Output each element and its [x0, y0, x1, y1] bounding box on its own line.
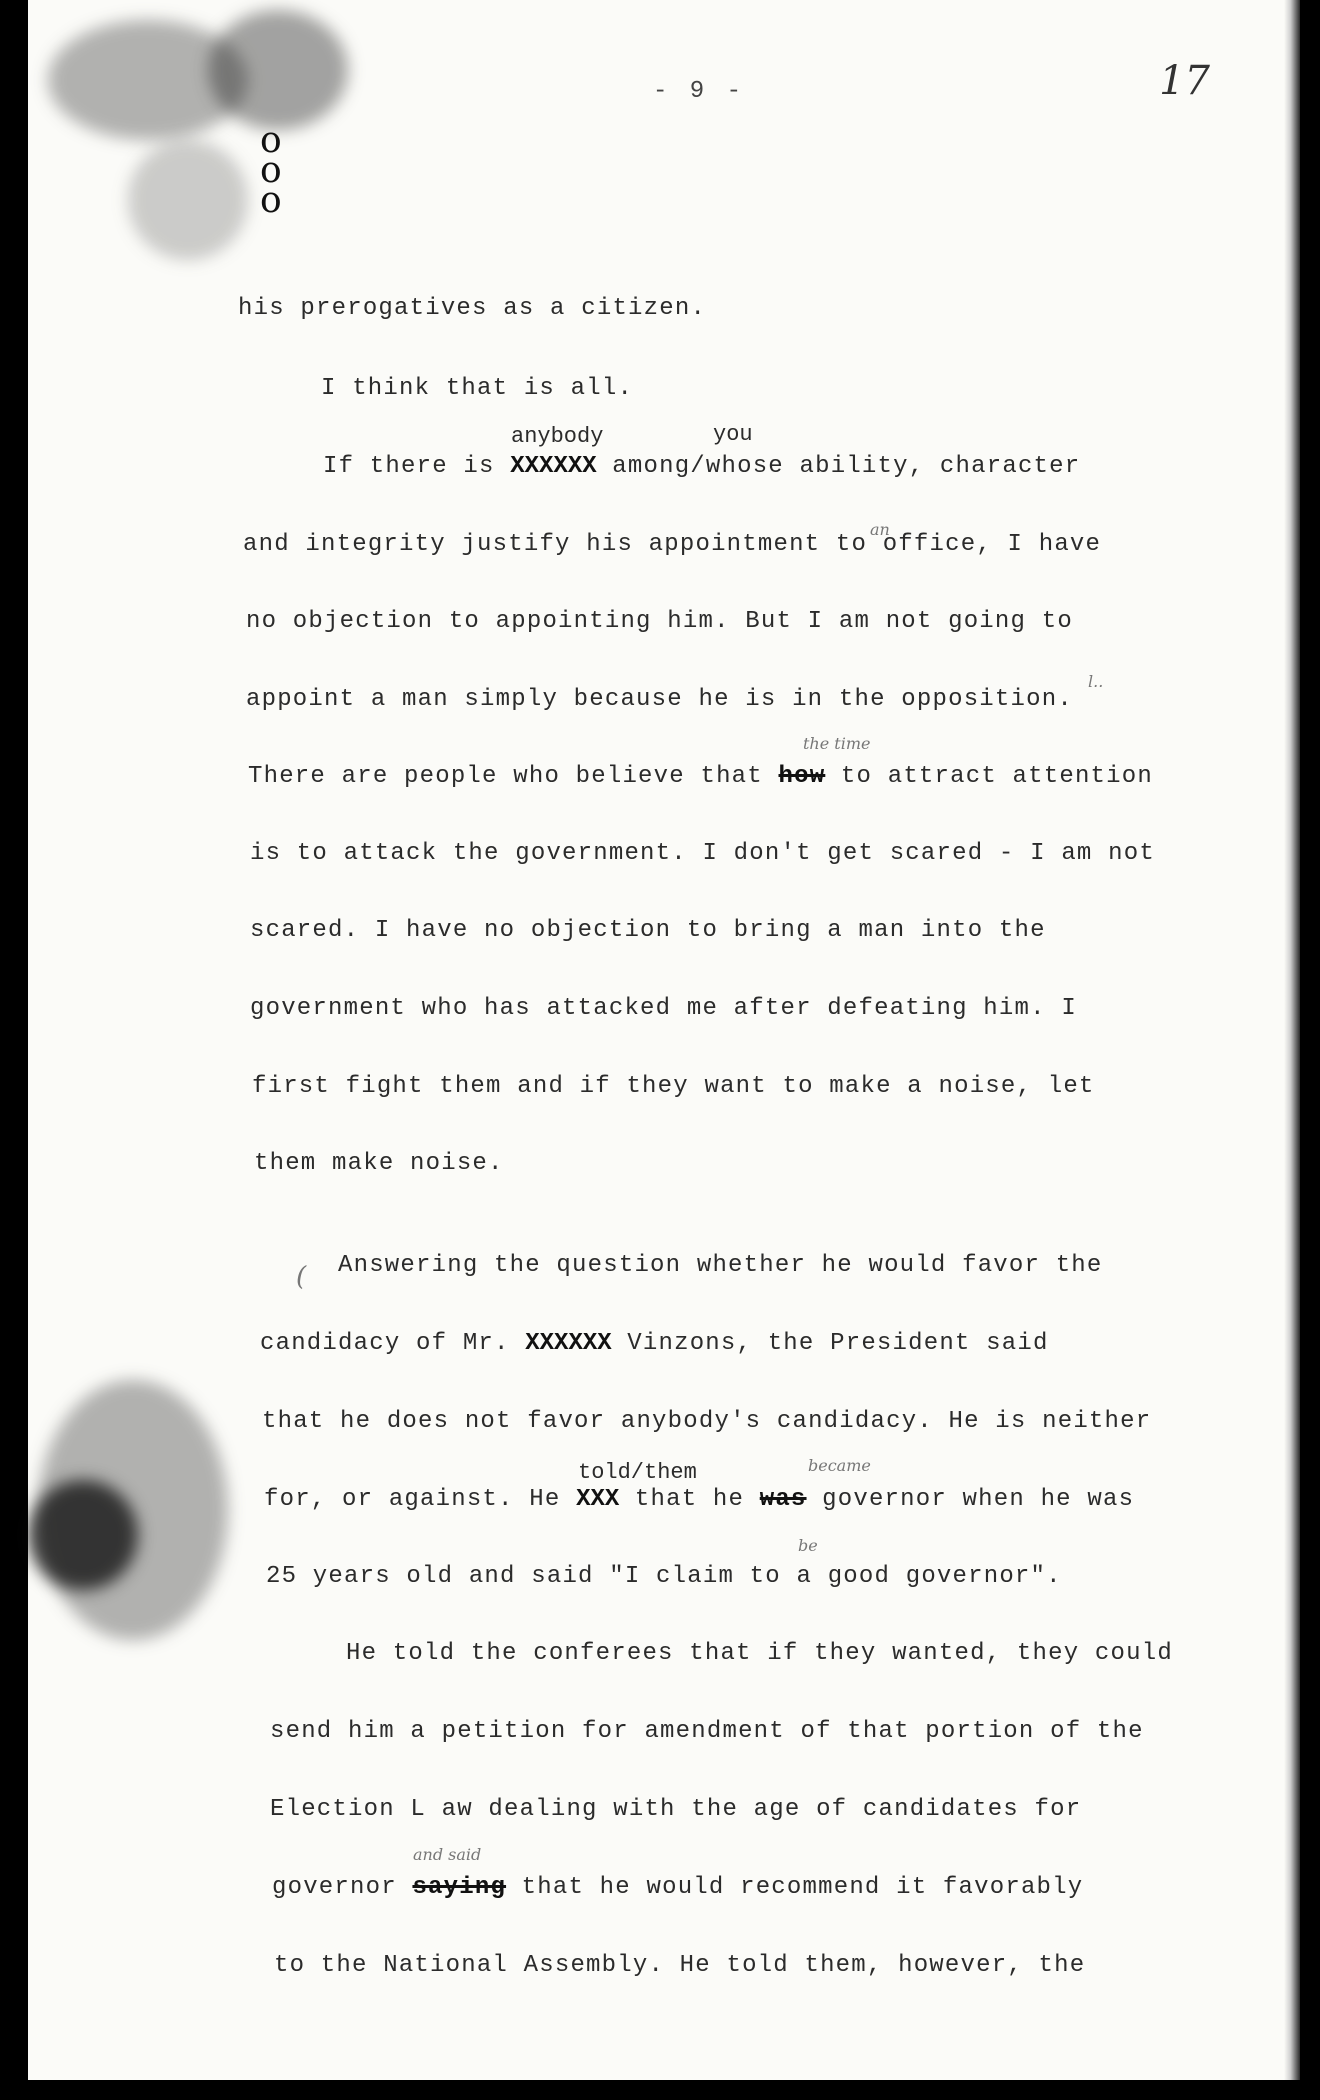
- text-line: [323, 453, 1080, 480]
- text-segment: There are people who believe that: [248, 763, 763, 790]
- text-line: that he does not favor anybody's candidacy. He is neither: [262, 1408, 1152, 1435]
- text-segment: If there is: [323, 453, 495, 480]
- punch-hole-mark: o: [260, 150, 282, 191]
- text-line: I think that is all.: [321, 375, 634, 402]
- text-line: [272, 1874, 1083, 1901]
- text-line: [248, 763, 1153, 790]
- ink-smudge-left-upper: [128, 140, 248, 260]
- text-line: He told the conferees that if they wanted, they could: [346, 1640, 1173, 1667]
- text-segment: among/whose ability, character: [612, 453, 1081, 480]
- text-line: Election L aw dealing with the age of candidates for: [270, 1796, 1082, 1823]
- text-line: Answering the question whether he would favor the: [338, 1252, 1103, 1279]
- text-line: [264, 1486, 1134, 1513]
- text-line: scared. I have no objection to bring a man into the: [250, 917, 1046, 944]
- ink-smudge-tear: [28, 1480, 138, 1590]
- text-segment: that he: [634, 1486, 745, 1513]
- text-line: them make noise.: [254, 1150, 504, 1177]
- text-line: first fight them and if they want to make a noise, let: [252, 1073, 1095, 1100]
- handwritten-insertion: became: [808, 1456, 871, 1475]
- text-line: send him a petition for amendment of that portion of the: [270, 1718, 1144, 1745]
- document-page: [28, 0, 1300, 2080]
- text-line: government who has attacked me after defeating him. I: [250, 995, 1077, 1022]
- text-segment: that he would recommend it favorably: [521, 1874, 1084, 1901]
- folio-number: 17: [1159, 58, 1210, 104]
- text-line: appoint a man simply because he is in the opposition.: [246, 686, 1073, 713]
- text-line: [243, 531, 1101, 558]
- text-segment: candidacy of Mr.: [260, 1330, 510, 1357]
- handwritten-insertion: an: [870, 520, 890, 539]
- punch-hole-mark: o: [260, 120, 282, 161]
- page-edge-shadow: [1284, 0, 1300, 2080]
- handwritten-note: l..: [1088, 672, 1104, 691]
- punch-hole-mark: o: [260, 180, 282, 221]
- ink-smudge-top: [208, 10, 348, 130]
- typed-insertion: told/them: [578, 1460, 697, 1485]
- text-segment: a good governor".: [796, 1563, 1062, 1590]
- handwritten-insertion: be: [798, 1536, 818, 1555]
- text-segment: governor when he was: [822, 1486, 1135, 1513]
- text-segment: Vinzons, the President said: [627, 1330, 1049, 1357]
- handwritten-insertion: the time: [803, 734, 871, 753]
- text-line: to the National Assembly. He told them, however, the: [274, 1952, 1086, 1979]
- typed-insertion: you: [713, 422, 753, 447]
- struck-out-text: was: [759, 1486, 807, 1513]
- typed-insertion: anybody: [511, 424, 604, 449]
- text-line: no objection to appointing him. But I am not going to: [246, 608, 1073, 635]
- text-segment: to attract attention: [840, 763, 1153, 790]
- text-line: [266, 1563, 1062, 1590]
- struck-out-text: saying: [412, 1874, 507, 1901]
- text-line: is to attack the government. I don't get scared - I am not: [250, 840, 1155, 867]
- struck-out-text: XXXXXX: [525, 1330, 612, 1357]
- text-segment: 25 years old and said "I claim to: [266, 1563, 781, 1590]
- text-segment: for, or against. He: [264, 1486, 561, 1513]
- text-segment: governor: [272, 1874, 397, 1901]
- handwritten-margin-mark: (: [296, 1262, 307, 1292]
- struck-out-text: XXX: [576, 1486, 620, 1513]
- text-segment: office, I have: [882, 531, 1102, 558]
- text-line: his prerogatives as a citizen.: [238, 295, 707, 322]
- handwritten-insertion: and said: [413, 1845, 482, 1864]
- text-segment: and integrity justify his appointment to: [243, 531, 868, 558]
- struck-out-text: XXXXXX: [510, 453, 597, 480]
- text-line: [260, 1330, 1049, 1357]
- struck-out-text: how: [778, 763, 826, 790]
- page-number: - 9 -: [653, 78, 746, 105]
